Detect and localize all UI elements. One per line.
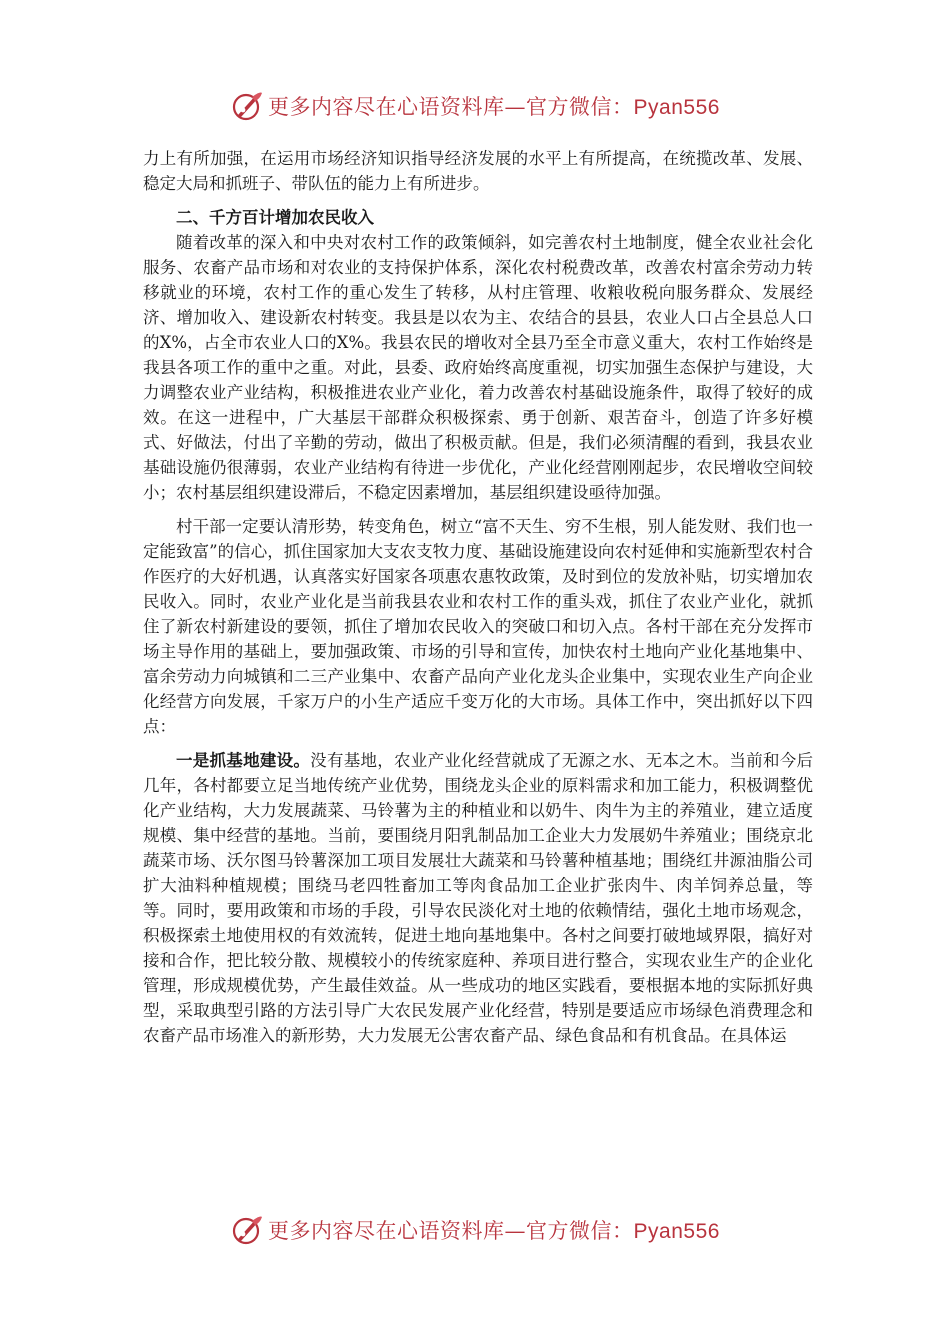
quill-pen-circle-icon (230, 1213, 264, 1247)
watermark-text (268, 91, 720, 121)
watermark-banner-bottom (0, 1210, 950, 1250)
watermark-text-cn: 更多内容尽在心语资料库—官方微信： (268, 95, 634, 119)
watermark-text-cn: 更多内容尽在心语资料库—官方微信： (268, 1219, 634, 1243)
watermark-wechat-id: Pyan556 (633, 1220, 720, 1243)
watermark-text (268, 1215, 720, 1245)
paragraph-3 (143, 748, 813, 1048)
paragraph-intro: 力上有所加强，在运用市场经济知识指导经济发展的水平上有所提高，在统揽改革、发展、稳定大局和抓班子、带队伍的能力上有所进步。 (143, 149, 813, 193)
quill-pen-circle-icon (230, 89, 264, 123)
paragraph-3-body: 没有基地，农业产业化经营就成了无源之水、无本之木。当前和今后几年，各村都要立足当地传统产业优势，围绕龙头企业的原料需求和加工能力，积极调整优化产业结构，大力发展蔬菜、马铃薯为主的种植业和以奶牛、肉牛为主的养殖业，建立适度规模、集中经营的基地。当前，要围绕月阳乳制品加工企业大力发展奶牛养殖业；围绕京北蔬菜市场、沃尔图马铃薯深加工项目发展壮大蔬菜和马铃薯种植基地；围绕红井源油脂公司扩大油料种植规模；围绕马老四牲畜加工等肉食品加工企业扩张肉牛、肉羊饲养总量，等等。同时，要用政策和市场的手段，引导农民淡化对土地的依赖情结，强化土地市场观念，积极探索土地使用权的有效流转，促进土地向基地集中。各村之间要打破地域界限，搞好对接和合作，把比较分散、规模较小的传统家庭种、养项目进行整合，实现农业生产的企业化管理，形成规模优势，产生最佳效益。从一些成功的地区实践看，要根据本地的实际抓好典型，采取典型引路的方法引导广大农民发展产业化经营，特别是要适应市场绿色消费理念和农畜产品市场准入的新形势，大力发展无公害农畜产品、绿色食品和有机食品。在具体运 (143, 751, 814, 1045)
watermark-banner-top (0, 86, 950, 126)
section-heading: 二、千方百计增加农民收入 (176, 208, 374, 227)
paragraph-2: 村干部一定要认清形势，转变角色，树立“富不天生、穷不生根，别人能发财、我们也一定能致富”的信心，抓住国家加大支农支牧力度、基础设施建设向农村延伸和实施新型农村合作医疗的大好机遇，认真落实好国家各项惠农惠牧政策，及时到位的发放补贴，切实增加农民收入。同时，农业产业化是当前我县农业和农村工作的重头戏，抓住了农业产业化，就抓住了新农村新建设的要领，抓住了增加农民收入的突破口和切入点。各村干部在充分发挥市场主导作用的基础上，要加强政策、市场的引导和宣传，加快农村土地向产业化基地集中、富余劳动力向城镇和二三产业集中、农畜产品向产业化龙头企业集中，实现农业生产向企业化经营方向发展，千家万户的小生产适应千变万化的大市场。具体工作中，突出抓好以下四点： (143, 517, 813, 736)
watermark-wechat-id: Pyan556 (633, 96, 720, 119)
paragraph-1: 随着改革的深入和中央对农村工作的政策倾斜，如完善农村土地制度，健全农业社会化服务、农畜产品市场和对农业的支持保护体系，深化农村税费改革，改善农村富余劳动力转移就业的环境，农村工作的重心发生了转移，从村庄管理、收粮收税向服务群众、发展经济、增加收入、建设新农村转变。我县是以农为主、农结合的县县，农业人口占全县总人口的X%，占全市农业人口的X%。我县农民的增收对全县乃至全市意义重大，农村工作始终是我县各项工作的重中之重。对此，县委、政府始终高度重视，切实加强生态保护与建设，大力调整农业产业结构，积极推进农业产业化，着力改善农村基础设施条件，取得了较好的成效。在这一进程中，广大基层干部群众积极探索、勇于创新、艰苦奋斗，创造了许多好模式、好做法，付出了辛勤的劳动，做出了积极贡献。但是，我们必须清醒的看到，我县农业基础设施仍很薄弱，农业产业结构有待进一步优化，产业化经营刚刚起步，农民增收空间较小；农村基层组织建设滞后，不稳定因素增加，基层组织建设亟待加强。 (143, 233, 813, 502)
document-body (143, 146, 813, 1048)
paragraph-3-lead: 一是抓基地建设。 (176, 751, 311, 770)
